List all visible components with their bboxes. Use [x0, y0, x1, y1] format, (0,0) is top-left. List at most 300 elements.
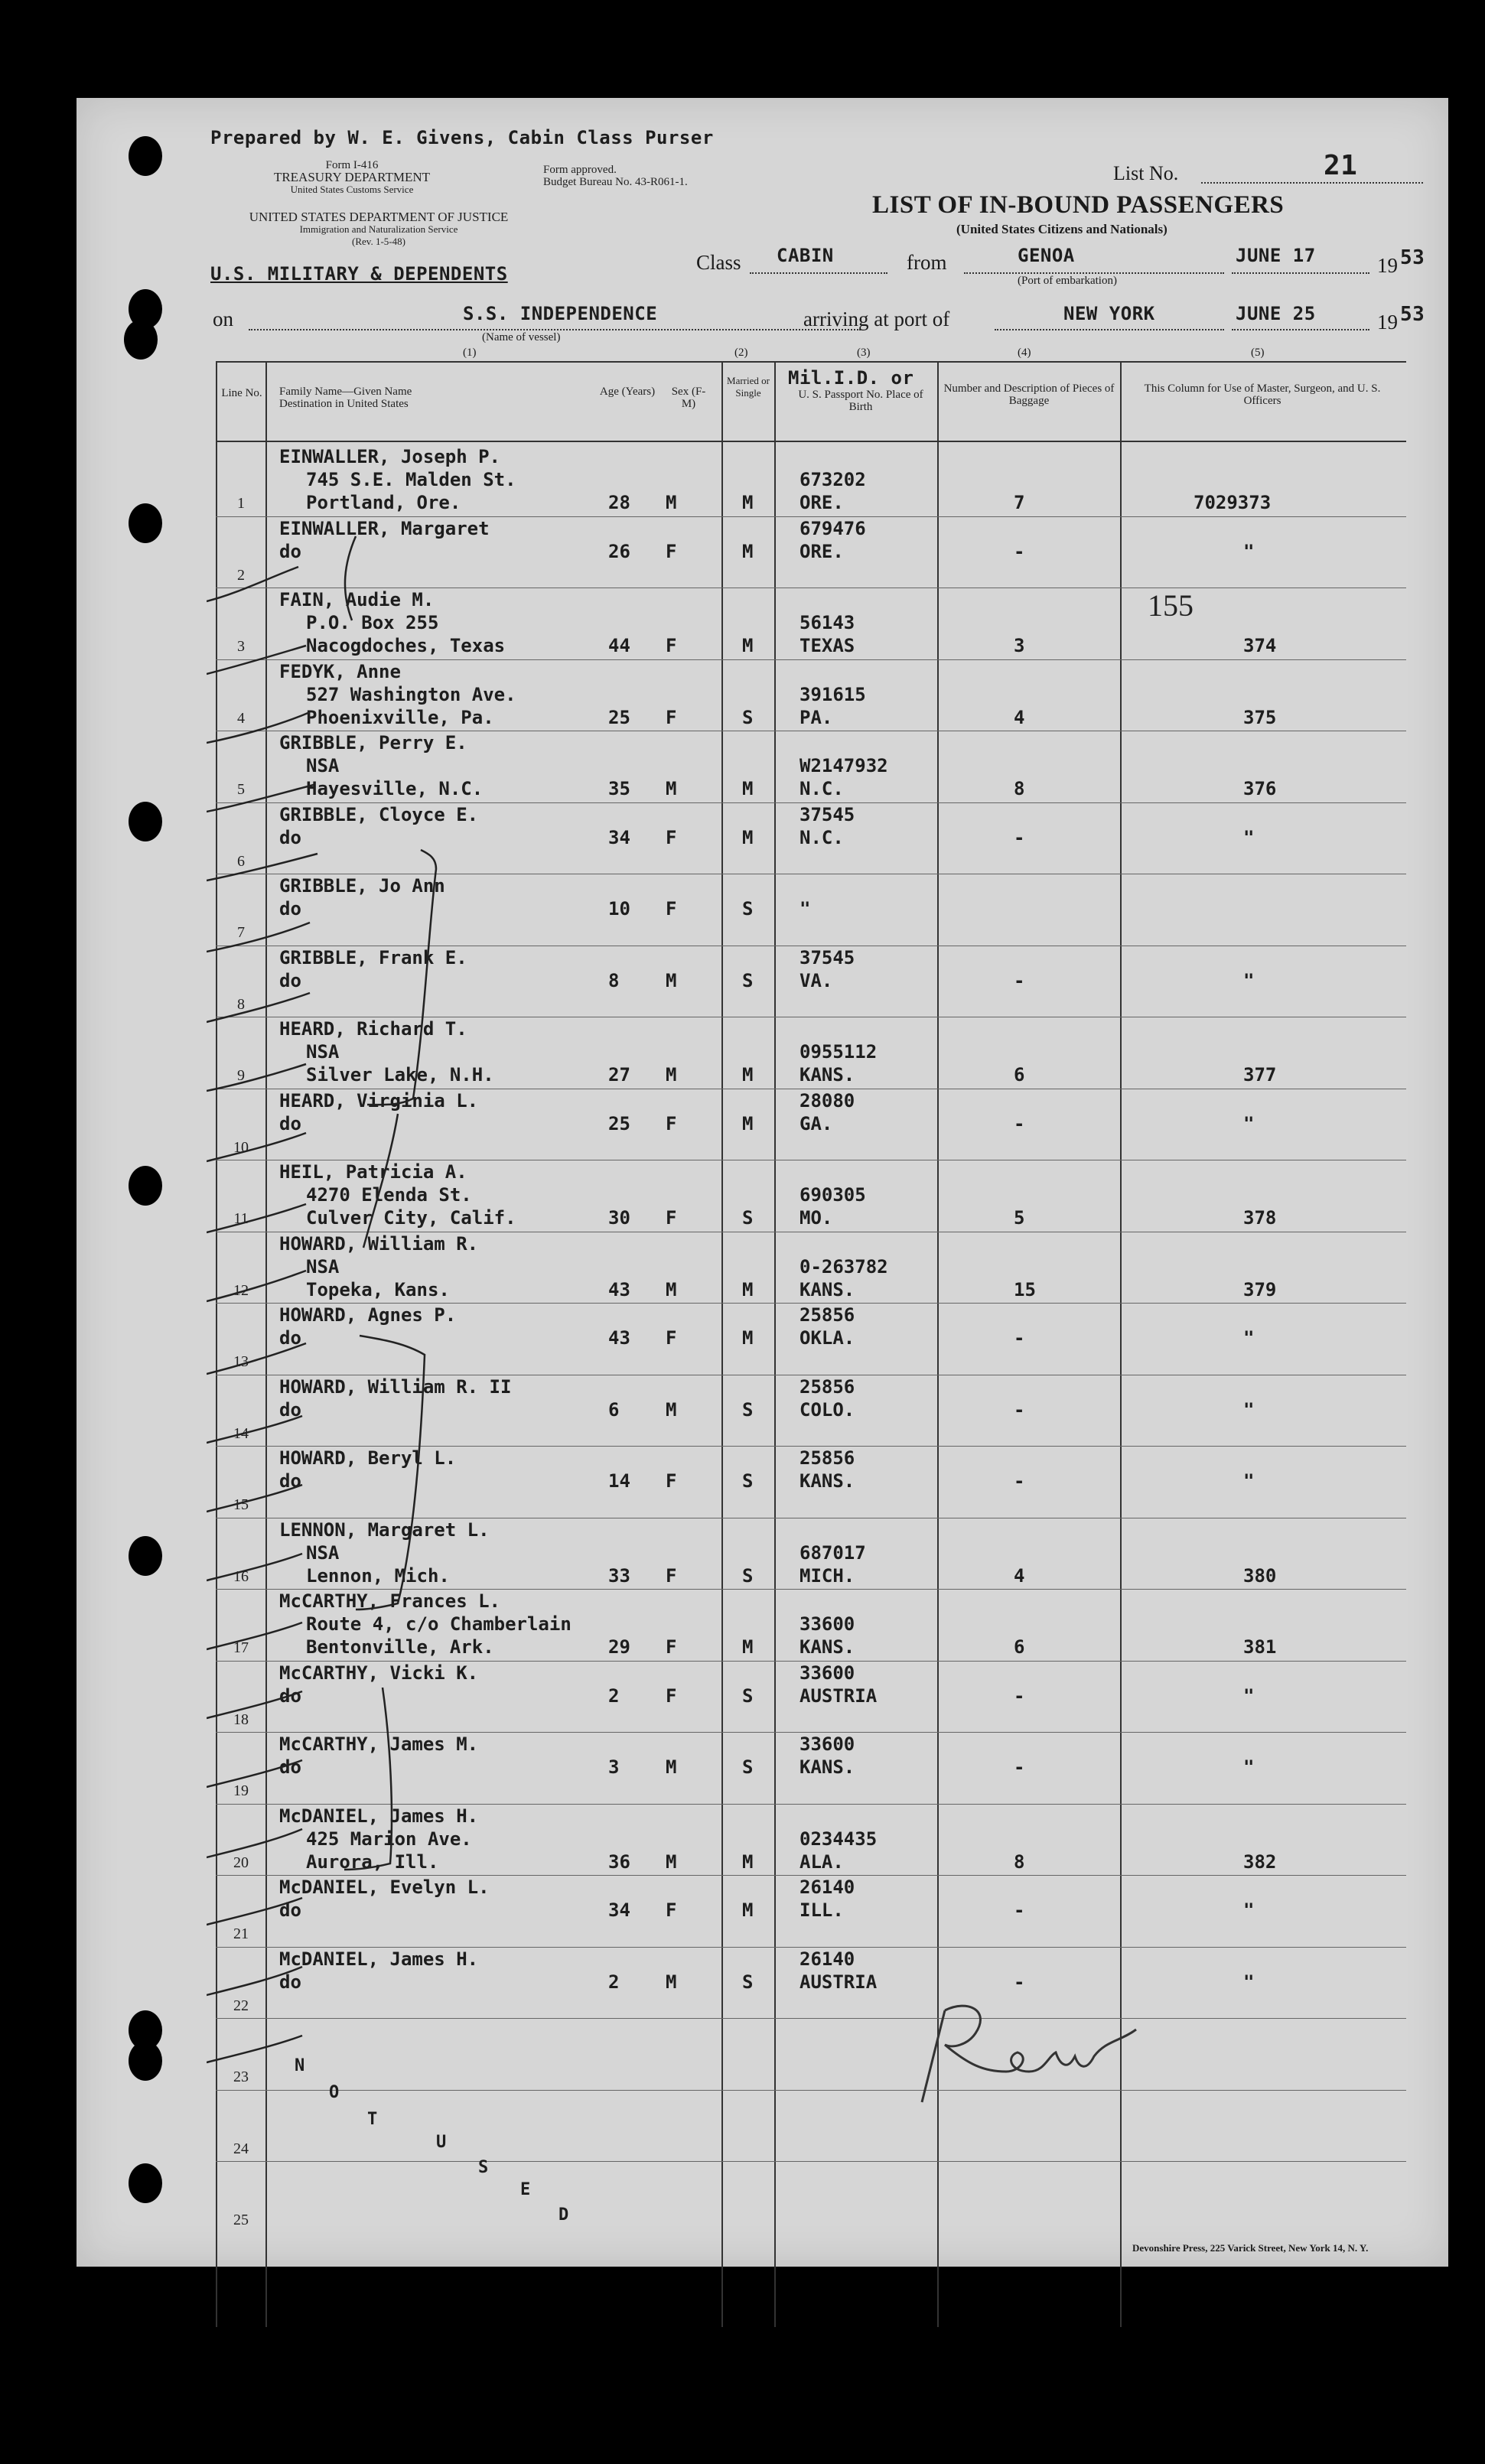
arrival-port: NEW YORK [1063, 303, 1155, 324]
col-header-mil-id: Mil.I.D. or [788, 367, 914, 389]
passport-number: 26140 [799, 1876, 855, 1898]
passenger-name: McDANIEL, James H. [279, 1948, 479, 1970]
tick-mark [207, 646, 306, 674]
passenger-address: do [279, 1327, 301, 1349]
passenger-age: 25 [608, 1112, 630, 1134]
passenger-age: 43 [608, 1278, 630, 1300]
baggage-count: - [1014, 1327, 1025, 1349]
passenger-address: 425 Marion Ave. [306, 1828, 472, 1850]
passenger-age: 2 [608, 1971, 620, 1993]
bracket-mark [207, 1114, 398, 1248]
row-number: 1 [237, 495, 245, 512]
passenger-destination: Aurora, Ill. [306, 1850, 439, 1873]
passport-number: 673202 [799, 469, 866, 490]
baggage-count: 6 [1014, 1064, 1025, 1086]
from-value: GENOA [1018, 245, 1075, 266]
baggage-count: 8 [1014, 1850, 1025, 1873]
class-line [750, 272, 887, 274]
passenger-age: 34 [608, 1899, 630, 1921]
passport-number: 690305 [799, 1184, 866, 1206]
passport-number: 56143 [799, 612, 855, 633]
row-number: 15 [233, 1496, 249, 1513]
passenger-name: HOWARD, Agnes P. [279, 1304, 457, 1326]
passenger-sex: F [666, 1899, 677, 1921]
justice-dept: UNITED STATES DEPARTMENT OF JUSTICE [249, 210, 509, 224]
passenger-destination: Portland, Ore. [306, 492, 461, 513]
row-number: 13 [233, 1353, 249, 1370]
tick-mark [207, 1416, 302, 1443]
place-of-birth: N.C. [799, 778, 844, 799]
passenger-sex: F [666, 540, 677, 562]
list-no: 21 [1324, 150, 1358, 181]
passenger-address: do [279, 969, 301, 991]
passenger-name: GRIBBLE, Cloyce E. [279, 803, 479, 825]
row-number: 4 [237, 709, 245, 727]
passenger-sex: F [666, 1327, 677, 1349]
officer-entry: 382 [1243, 1850, 1277, 1873]
passenger-age: 28 [608, 492, 630, 513]
passenger-name: EINWALLER, Margaret [279, 517, 490, 539]
handwritten-check-marks [207, 441, 742, 2124]
marital-status: M [742, 540, 754, 562]
baggage-count: 6 [1014, 1636, 1025, 1658]
arrival-port-line [995, 329, 1224, 330]
passenger-destination: Topeka, Kans. [306, 1278, 450, 1300]
tick-mark [207, 785, 314, 812]
row-number: 20 [233, 1854, 249, 1871]
passport-number: 26140 [799, 1948, 855, 1970]
passenger-sex: M [666, 1756, 677, 1778]
passenger-address: do [279, 1756, 301, 1778]
place-of-birth: KANS. [799, 1470, 855, 1492]
passport-number: 679476 [799, 517, 866, 539]
marital-status: M [742, 1850, 754, 1873]
place-of-birth: ILL. [799, 1899, 844, 1921]
marital-status: S [742, 1684, 754, 1707]
form-approved: Form approved. [543, 164, 617, 176]
passenger-name: HEARD, Richard T. [279, 1018, 467, 1040]
passenger-name: HOWARD, William R. [279, 1232, 479, 1255]
depart-date: JUNE 17 [1236, 245, 1316, 266]
passenger-age: 14 [608, 1470, 630, 1492]
passenger-destination: Nacogdoches, Texas [306, 635, 506, 656]
officer-entry: " [1243, 540, 1255, 562]
officer-entry: " [1243, 1112, 1255, 1134]
officer-entry: 7029373 [1194, 492, 1272, 513]
passenger-address: do [279, 1971, 301, 1993]
col-header-line-no: Line No. [221, 387, 262, 399]
passenger-sex: M [666, 778, 677, 799]
marital-status: M [742, 1899, 754, 1921]
marital-status: M [742, 1636, 754, 1658]
table-top-rule [216, 361, 1406, 363]
row-number: 24 [233, 2140, 249, 2157]
passenger-age: 36 [608, 1850, 630, 1873]
baggage-count: - [1014, 1398, 1025, 1421]
passenger-age: 8 [608, 969, 620, 991]
col-num-2: (2) [734, 347, 748, 359]
passport-number: 25856 [799, 1375, 855, 1398]
tick-mark [207, 1623, 302, 1649]
passenger-address: NSA [306, 1255, 340, 1278]
place-of-birth: ORE. [799, 492, 844, 513]
passenger-sex: M [666, 492, 677, 513]
row-number: 10 [233, 1138, 249, 1156]
arrival-date-line [1232, 329, 1369, 330]
passenger-name: McCARTHY, James M. [279, 1733, 479, 1755]
col-num-3: (3) [857, 347, 871, 359]
baggage-count: - [1014, 826, 1025, 848]
place-of-birth: OKLA. [799, 1327, 855, 1349]
row-number: 22 [233, 1997, 249, 2014]
officer-entry: " [1243, 826, 1255, 848]
row-number: 19 [233, 1782, 249, 1799]
tick-mark [207, 1204, 306, 1232]
depart-year: 53 [1400, 246, 1425, 269]
printer-credit: Devonshire Press, 225 Varick Street, New York 14, N. Y. [1132, 2242, 1369, 2254]
place-of-birth: TEXAS [799, 635, 855, 656]
place-of-birth: COLO. [799, 1398, 855, 1421]
officer-entry: 378 [1243, 1207, 1277, 1229]
passenger-address: P.O. Box 255 [306, 612, 439, 633]
marital-status: M [742, 1064, 754, 1086]
not-used-letter: D [559, 2205, 569, 2225]
list-no-label: List No. [1113, 162, 1179, 184]
passport-number: 37545 [799, 946, 855, 968]
tick-mark [207, 1554, 302, 1580]
passport-number: 687017 [799, 1541, 866, 1564]
row-number: 12 [233, 1281, 249, 1299]
passenger-name: FEDYK, Anne [279, 660, 401, 682]
tick-mark [207, 1485, 302, 1512]
prepared-by: Prepared by W. E. Givens, Cabin Class Purser [210, 127, 714, 148]
tick-mark [207, 1829, 302, 1857]
passport-number: 0955112 [799, 1041, 878, 1063]
place-of-birth: ORE. [799, 540, 844, 562]
baggage-count: 4 [1014, 1564, 1025, 1587]
row-number: 14 [233, 1424, 249, 1442]
passenger-address: NSA [306, 755, 340, 776]
place-of-birth: VA. [799, 969, 833, 991]
passport-number: 391615 [799, 683, 866, 705]
not-used-letter: E [520, 2180, 531, 2199]
tick-mark [207, 1271, 306, 1301]
officer-entry: 374 [1243, 635, 1277, 656]
punch-hole [129, 1536, 162, 1576]
row-number: 25 [233, 2212, 249, 2228]
passenger-sex: M [666, 969, 677, 991]
passenger-age: 10 [608, 898, 630, 920]
passenger-destination: Hayesville, N.C. [306, 778, 484, 799]
ins-service: Immigration and Naturalization Service [299, 223, 458, 235]
list-no-line [1201, 182, 1423, 184]
passenger-address: do [279, 898, 301, 920]
vessel-line [249, 329, 861, 330]
col-header-name-line2: Destination in United States [279, 398, 409, 410]
passenger-address: NSA [306, 1041, 340, 1063]
passenger-address: do [279, 1112, 301, 1134]
passenger-name: McDANIEL, Evelyn L. [279, 1876, 490, 1898]
officer-entry: " [1243, 1756, 1255, 1778]
tick-mark [207, 923, 310, 952]
col-num-5: (5) [1251, 347, 1265, 359]
passenger-name: McCARTHY, Vicki K. [279, 1662, 479, 1684]
row-number: 7 [237, 924, 245, 941]
passenger-age: 44 [608, 635, 630, 656]
class-value: CABIN [777, 245, 834, 266]
passport-number: W2147932 [799, 755, 888, 776]
handwritten-155: 155 [1148, 588, 1194, 623]
passport-number: 25856 [799, 1304, 855, 1326]
marital-status: M [742, 1278, 754, 1300]
officer-entry: 377 [1243, 1064, 1277, 1086]
class-label: Class [696, 251, 741, 274]
passport-number: 33600 [799, 1613, 855, 1635]
baggage-count: - [1014, 969, 1025, 991]
passenger-sex: F [666, 1470, 677, 1492]
officer-entry: 375 [1243, 706, 1277, 728]
passenger-address: do [279, 1899, 301, 1921]
customs-service: United States Customs Service [290, 184, 414, 195]
bracket-mark [207, 536, 356, 620]
punch-hole [129, 2163, 162, 2203]
col-header-passport: U. S. Passport No. Place of Birth [798, 389, 923, 413]
passenger-name: McCARTHY, Frances L. [279, 1590, 500, 1612]
row-number: 17 [233, 1639, 249, 1656]
form-block [268, 159, 436, 196]
place-of-birth: KANS. [799, 1278, 855, 1300]
arriving-label: arriving at port of [803, 308, 950, 330]
not-used-letter: N [295, 2056, 305, 2075]
tick-mark [207, 1064, 306, 1091]
passenger-address: 4270 Elenda St. [306, 1184, 472, 1206]
col-num-1: (1) [463, 347, 477, 359]
marital-status: S [742, 1564, 754, 1587]
arrival-date: JUNE 25 [1236, 303, 1316, 324]
manifest-page [77, 98, 1448, 2267]
baggage-count: 5 [1014, 1207, 1025, 1229]
place-of-birth: PA. [799, 706, 833, 728]
place-of-birth: KANS. [799, 1064, 855, 1086]
row-number: 11 [233, 1210, 249, 1227]
place-of-birth: GA. [799, 1112, 833, 1134]
officer-entry: 381 [1243, 1636, 1277, 1658]
baggage-count: 7 [1014, 492, 1025, 513]
place-of-birth: KANS. [799, 1756, 855, 1778]
col-header-married: Married or Single [727, 375, 770, 399]
bracket-mark [207, 850, 436, 1105]
not-used-letter: O [329, 2083, 340, 2102]
baggage-count: 3 [1014, 635, 1025, 656]
passenger-age: 43 [608, 1327, 630, 1349]
tick-mark [207, 709, 310, 743]
punch-hole [129, 2041, 162, 2081]
passenger-sex: F [666, 1636, 677, 1658]
passenger-address: 745 S.E. Malden St. [306, 469, 516, 490]
place-of-birth: MICH. [799, 1564, 855, 1587]
budget-number: Budget Bureau No. 43-R061-1. [543, 176, 688, 188]
row-number: 23 [233, 2069, 249, 2085]
passenger-sex: M [666, 1398, 677, 1421]
passenger-age: 2 [608, 1684, 620, 1707]
col-header-age: Age (Years) [599, 386, 656, 398]
marital-status: S [742, 1470, 754, 1492]
baggage-count: - [1014, 1971, 1025, 1993]
depart-date-line [1232, 272, 1369, 274]
passenger-sex: F [666, 1112, 677, 1134]
passenger-address: do [279, 1398, 301, 1421]
row-number: 3 [237, 638, 245, 655]
baggage-count: - [1014, 1470, 1025, 1492]
from-line [964, 272, 1224, 274]
passenger-age: 34 [608, 826, 630, 848]
baggage-count: 15 [1014, 1278, 1036, 1300]
passenger-name: McDANIEL, James H. [279, 1805, 479, 1827]
marital-status: S [742, 1207, 754, 1229]
vessel-caption: (Name of vessel) [482, 331, 561, 343]
passport-number: 33600 [799, 1733, 855, 1755]
passport-number: 0234435 [799, 1828, 878, 1850]
passport-number: 25856 [799, 1447, 855, 1469]
passenger-sex: F [666, 1564, 677, 1587]
passenger-name: FAIN, Audie M. [279, 589, 435, 610]
passenger-address: do [279, 1470, 301, 1492]
passenger-age: 6 [608, 1398, 620, 1421]
place-of-birth: AUSTRIA [799, 1971, 878, 1993]
not-used-letter: S [478, 2158, 489, 2177]
col-num-4: (4) [1018, 347, 1031, 359]
passenger-destination: Phoenixville, Pa. [306, 706, 494, 728]
passenger-sex: F [666, 826, 677, 848]
tick-mark [207, 2036, 302, 2062]
tick-mark [207, 1967, 302, 1995]
place-of-birth: " [799, 898, 811, 920]
marital-status: S [742, 706, 754, 728]
vessel-name: S.S. INDEPENDENCE [463, 303, 658, 324]
marital-status: M [742, 778, 754, 799]
tick-mark [207, 1898, 302, 1925]
officer-entry: " [1243, 1684, 1255, 1707]
officer-entry: 379 [1243, 1278, 1277, 1300]
bracket-mark [207, 1688, 392, 1870]
passenger-address: do [279, 826, 301, 848]
passenger-address: 527 Washington Ave. [306, 683, 516, 705]
passenger-sex: M [666, 1278, 677, 1300]
passenger-name: HOWARD, William R. II [279, 1375, 512, 1398]
baggage-count: - [1014, 1684, 1025, 1707]
tick-mark [207, 993, 310, 1022]
group-heading: U.S. MILITARY & DEPENDENTS [210, 263, 508, 285]
passenger-sex: F [666, 635, 677, 656]
row-number: 8 [237, 995, 245, 1013]
place-of-birth: ALA. [799, 1850, 844, 1873]
marital-status: S [742, 969, 754, 991]
passenger-age: 35 [608, 778, 630, 799]
passenger-sex: F [666, 1684, 677, 1707]
passport-number: 28080 [799, 1089, 855, 1112]
officer-entry: " [1243, 1971, 1255, 1993]
revision: (Rev. 1-5-48) [352, 236, 405, 247]
treasury-dept: TREASURY DEPARTMENT [273, 170, 431, 184]
signature-text: Rews [914, 1995, 917, 1996]
passenger-destination: Lennon, Mich. [306, 1564, 450, 1587]
baggage-count: - [1014, 1112, 1025, 1134]
marital-status: S [742, 1398, 754, 1421]
passenger-age: 29 [608, 1636, 630, 1658]
col-header-baggage: Number and Description of Pieces of Baggage [943, 382, 1115, 407]
passenger-sex: F [666, 1207, 677, 1229]
on-label: on [213, 308, 233, 330]
arrival-year-prefix: 19 [1377, 311, 1398, 334]
depart-year-prefix: 19 [1377, 254, 1398, 277]
marital-status: S [742, 1756, 754, 1778]
passenger-age: 26 [608, 540, 630, 562]
passenger-age: 33 [608, 1564, 630, 1587]
col-header-officers: This Column for Use of Master, Surgeon, and U. S. Officers [1144, 382, 1381, 407]
passenger-destination: Silver Lake, N.H. [306, 1064, 494, 1086]
baggage-count: 4 [1014, 706, 1025, 728]
not-used-letter: U [436, 2133, 447, 2152]
officer-entry: " [1243, 1470, 1255, 1492]
officer-entry: " [1243, 1327, 1255, 1349]
page-subtitle: (United States Citizens and Nationals) [956, 222, 1167, 236]
budget-block [543, 164, 712, 188]
passenger-age: 3 [608, 1756, 620, 1778]
marital-status: M [742, 635, 754, 656]
marital-status: S [742, 1971, 754, 1993]
officer-entry: 380 [1243, 1564, 1277, 1587]
from-label: from [907, 251, 947, 274]
passenger-sex: M [666, 1850, 677, 1873]
row-number: 9 [237, 1067, 245, 1084]
baggage-count: - [1014, 1899, 1025, 1921]
punch-hole [124, 320, 158, 360]
port-embark-caption: (Port of embarkation) [1018, 275, 1117, 287]
bracket-mark [207, 1336, 425, 1610]
passenger-destination: Bentonville, Ark. [306, 1636, 494, 1658]
officer-entry: " [1243, 1398, 1255, 1421]
passenger-name: HOWARD, Beryl L. [279, 1447, 457, 1469]
punch-hole [129, 802, 162, 841]
passenger-sex: M [666, 1971, 677, 1993]
officer-entry: 376 [1243, 778, 1277, 799]
punch-hole [129, 136, 162, 176]
passport-number: 33600 [799, 1662, 855, 1684]
marital-status: M [742, 826, 754, 848]
passenger-name: HEIL, Patricia A. [279, 1161, 467, 1183]
passenger-name: GRIBBLE, Perry E. [279, 732, 467, 754]
passenger-sex: F [666, 898, 677, 920]
place-of-birth: AUSTRIA [799, 1684, 878, 1707]
row-number: 2 [237, 566, 245, 584]
passenger-name: GRIBBLE, Jo Ann [279, 875, 445, 897]
row-number: 18 [233, 1710, 249, 1728]
marital-status: M [742, 1112, 754, 1134]
place-of-birth: MO. [799, 1207, 833, 1229]
passenger-name: HEARD, Virginia L. [279, 1089, 479, 1112]
not-used-letter: T [367, 2110, 378, 2129]
passenger-sex: F [666, 706, 677, 728]
punch-hole [129, 503, 162, 543]
punch-hole [129, 1166, 162, 1206]
passenger-sex: M [666, 1064, 677, 1086]
passenger-age: 25 [608, 706, 630, 728]
row-number: 16 [233, 1567, 249, 1585]
place-of-birth: KANS. [799, 1636, 855, 1658]
passenger-name: EINWALLER, Joseph P. [279, 446, 500, 467]
arrival-year: 53 [1400, 303, 1425, 326]
tick-mark [207, 1760, 302, 1787]
